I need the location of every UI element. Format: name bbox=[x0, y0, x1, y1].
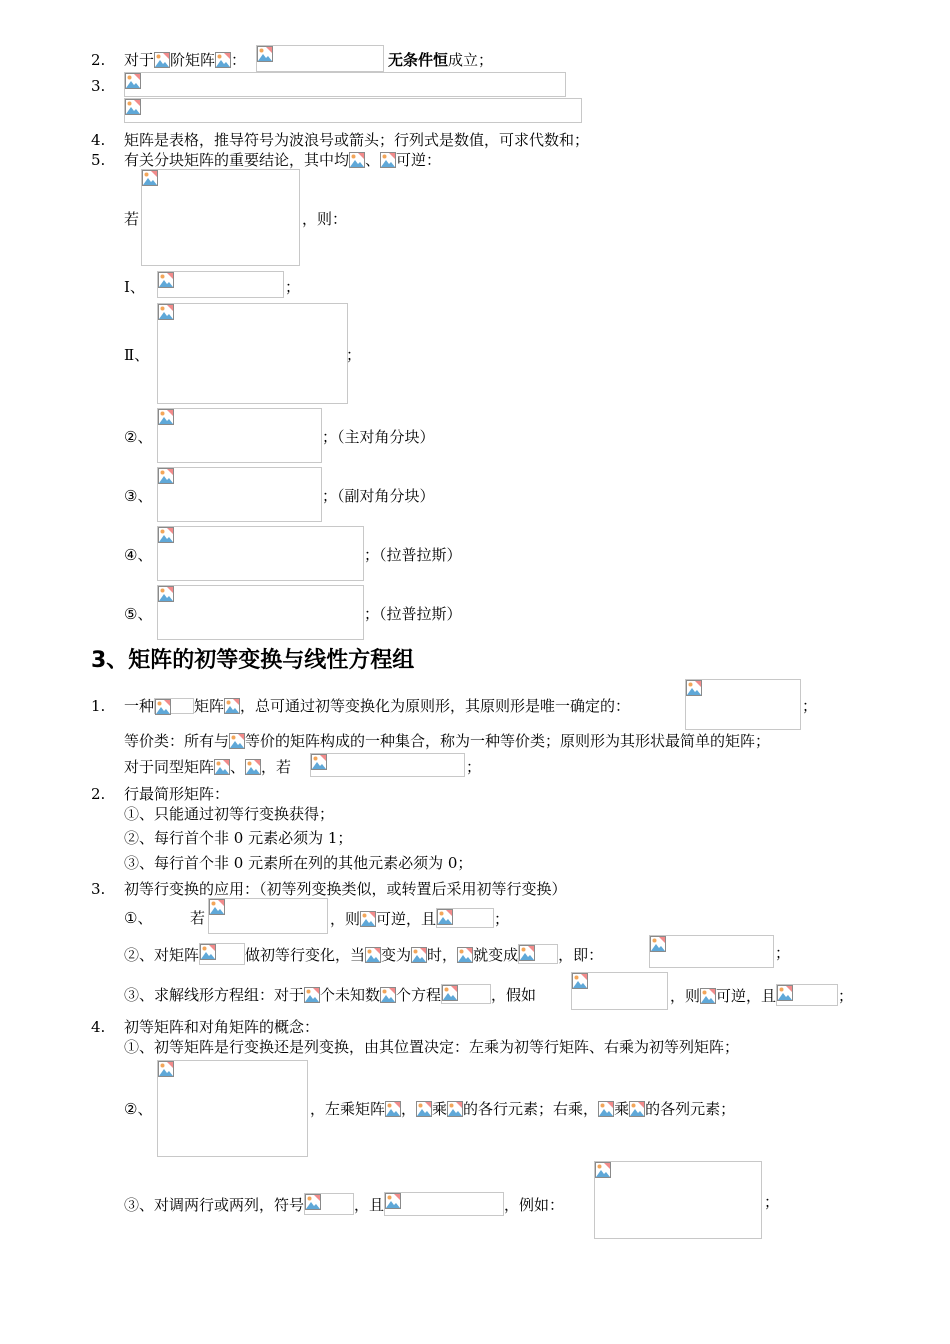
broken-image-icon bbox=[385, 1193, 403, 1211]
item-4-text: 矩阵是表格，推导符号为波浪号或箭头；行列式是数值，可求代数和； bbox=[124, 131, 590, 149]
broken-image-icon bbox=[519, 945, 537, 963]
broken-image-icon bbox=[158, 527, 176, 545]
circled-2-label: ②、 bbox=[124, 428, 153, 446]
formula-image bbox=[157, 271, 284, 298]
broken-image-icon bbox=[598, 1101, 614, 1117]
broken-image-icon bbox=[572, 973, 590, 991]
broken-image-icon bbox=[360, 911, 376, 927]
broken-image-icon bbox=[304, 987, 320, 1003]
broken-image-icon bbox=[125, 99, 143, 117]
circled-4-label: ④、 bbox=[124, 546, 153, 564]
formula-image bbox=[157, 408, 322, 463]
s3-title: 初等行变换的应用：（初等列变换类似，或转置后采用初等行变换） bbox=[124, 880, 567, 898]
broken-image-icon bbox=[650, 936, 668, 954]
circled-3-end: ；（副对角分块） bbox=[322, 487, 435, 505]
s3-row-2-end: ； bbox=[775, 944, 791, 962]
circled-5-end: ；（拉普拉斯） bbox=[364, 605, 462, 623]
broken-image-icon bbox=[158, 272, 176, 290]
if-label: 若 bbox=[124, 210, 140, 228]
broken-image-icon bbox=[142, 170, 160, 188]
formula-image bbox=[157, 303, 348, 404]
broken-image-icon bbox=[349, 152, 365, 168]
formula-image bbox=[256, 45, 384, 72]
broken-image-icon bbox=[224, 698, 240, 714]
broken-image-icon bbox=[411, 947, 427, 963]
roman-1-label: Ⅰ、 bbox=[124, 278, 145, 296]
broken-image-icon bbox=[595, 1162, 613, 1180]
formula-image bbox=[776, 984, 838, 1006]
formula-image bbox=[157, 585, 364, 640]
formula-image bbox=[124, 72, 566, 97]
broken-image-icon bbox=[214, 759, 230, 775]
broken-image-icon bbox=[245, 759, 261, 775]
s3-row-3-rest: ，则 可逆，且 ； bbox=[670, 984, 853, 1006]
roman-1-end: ； bbox=[285, 278, 301, 296]
formula-image bbox=[594, 1161, 762, 1239]
s4-line-1: ①、初等矩阵是行变换还是列变换，由其位置决定：左乘为初等行矩阵、右乘为初等列矩阵； bbox=[124, 1038, 740, 1056]
s2-line-1: ①、只能通过初等行变换获得； bbox=[124, 805, 335, 823]
formula-image bbox=[157, 526, 364, 581]
formula-image bbox=[208, 898, 328, 934]
broken-image-icon bbox=[686, 680, 704, 698]
broken-image-icon bbox=[442, 985, 460, 1003]
section-heading: 3、矩阵的初等变换与线性方程组 bbox=[91, 648, 415, 673]
formula-image bbox=[304, 1193, 354, 1215]
broken-image-icon bbox=[447, 1101, 463, 1117]
s1-end: ； bbox=[802, 697, 818, 715]
broken-image-icon bbox=[215, 52, 231, 68]
broken-image-icon bbox=[380, 987, 396, 1003]
broken-image-icon bbox=[257, 46, 275, 64]
item-5-line: 有关分块矩阵的重要结论，其中均 、 可逆： bbox=[124, 151, 442, 169]
formula-image bbox=[571, 972, 668, 1010]
broken-image-icon bbox=[158, 1061, 176, 1079]
s3-row-3: ③、求解线形方程组：对于 个未知数 个方程 ，假如 bbox=[124, 986, 537, 1004]
broken-image-icon bbox=[629, 1101, 645, 1117]
s2-line-3: ③、每行首个非 0 元素所在列的其他元素必须为 0； bbox=[124, 854, 473, 872]
roman-2-label: Ⅱ、 bbox=[124, 346, 150, 364]
formula-image bbox=[441, 984, 491, 1004]
formula-image bbox=[199, 943, 245, 965]
item-number: 4. bbox=[91, 131, 106, 149]
s1-line-2: 等价类：所有与 等价的矩阵构成的一种集合，称为一种等价类；原则形为其形状最简单的矩阵； bbox=[124, 732, 771, 750]
formula-image bbox=[685, 679, 801, 730]
item-number: 5. bbox=[91, 151, 106, 169]
broken-image-icon bbox=[305, 1194, 323, 1212]
s3-row-1-rest: ，则 可逆，且 ； bbox=[330, 910, 510, 928]
item-number: 1. bbox=[91, 697, 106, 715]
s1-line-3: 对于同型矩阵 、 ，若 bbox=[124, 758, 292, 776]
item-number: 3. bbox=[91, 77, 106, 95]
circled-5-label: ⑤、 bbox=[124, 605, 153, 623]
broken-image-icon bbox=[416, 1101, 432, 1117]
s4-line-3: ③、对调两行或两列，符号 ，且 ，例如： bbox=[124, 1192, 564, 1216]
item-number: 3. bbox=[91, 880, 106, 898]
formula-image bbox=[384, 1192, 504, 1216]
formula-image bbox=[649, 935, 774, 968]
formula-image bbox=[141, 169, 300, 266]
broken-image-icon bbox=[700, 988, 716, 1004]
item-2-tail: 无条件恒成立； bbox=[388, 51, 494, 69]
item-number: 2. bbox=[91, 51, 106, 69]
broken-image-icon bbox=[311, 754, 329, 772]
s1-line-3-end: ； bbox=[466, 758, 482, 776]
broken-image-icon bbox=[457, 947, 473, 963]
s2-title: 行最简形矩阵： bbox=[124, 785, 230, 803]
broken-image-icon bbox=[158, 409, 176, 427]
broken-image-icon bbox=[209, 899, 227, 917]
s4-line-3-end: ； bbox=[764, 1193, 780, 1211]
s4-line-2-label: ②、 bbox=[124, 1100, 153, 1118]
broken-image-icon bbox=[200, 944, 218, 962]
formula-image bbox=[124, 98, 582, 123]
s2-line-2: ②、每行首个非 0 元素必须为 1； bbox=[124, 829, 353, 847]
s4-title: 初等矩阵和对角矩阵的概念： bbox=[124, 1018, 320, 1036]
s3-row-2: ②、对矩阵 做初等行变化，当 变为 时， 就变成 ，即： bbox=[124, 943, 603, 965]
broken-image-icon bbox=[125, 73, 143, 91]
broken-image-icon bbox=[777, 985, 795, 1003]
broken-image-icon bbox=[437, 909, 455, 927]
broken-image-icon bbox=[380, 152, 396, 168]
s4-line-2-rest: ，左乘矩阵 ， 乘 的各行元素；右乘， 乘 的各列元素； bbox=[310, 1100, 736, 1118]
broken-image-icon bbox=[158, 468, 176, 486]
item-2-line: 对于 阶矩阵 ： bbox=[124, 51, 247, 69]
s1-line-1: 一种 矩阵 ，总可通过初等变换化为原则形，其原则形是唯一确定的： bbox=[124, 697, 631, 715]
circled-3-label: ③、 bbox=[124, 487, 153, 505]
circled-4-end: ；（拉普拉斯） bbox=[364, 546, 462, 564]
s3-row-1-if: 若 bbox=[190, 909, 206, 927]
formula-image bbox=[518, 944, 558, 964]
item-number: 2. bbox=[91, 785, 106, 803]
item-number: 4. bbox=[91, 1018, 106, 1036]
broken-image-icon bbox=[158, 586, 176, 604]
roman-2-end: ； bbox=[346, 346, 362, 364]
broken-image-icon bbox=[385, 1101, 401, 1117]
broken-image-icon bbox=[229, 733, 245, 749]
formula-image bbox=[310, 753, 465, 777]
formula-image bbox=[154, 698, 194, 714]
broken-image-icon bbox=[154, 52, 170, 68]
then-label: ，则： bbox=[302, 210, 348, 228]
circled-2-end: ；（主对角分块） bbox=[322, 428, 435, 446]
s3-row-1-label: ①、 bbox=[124, 909, 153, 927]
broken-image-icon bbox=[158, 304, 176, 322]
formula-image bbox=[436, 908, 494, 928]
formula-image bbox=[157, 1060, 308, 1157]
broken-image-icon bbox=[155, 699, 171, 713]
broken-image-icon bbox=[365, 947, 381, 963]
formula-image bbox=[157, 467, 322, 522]
